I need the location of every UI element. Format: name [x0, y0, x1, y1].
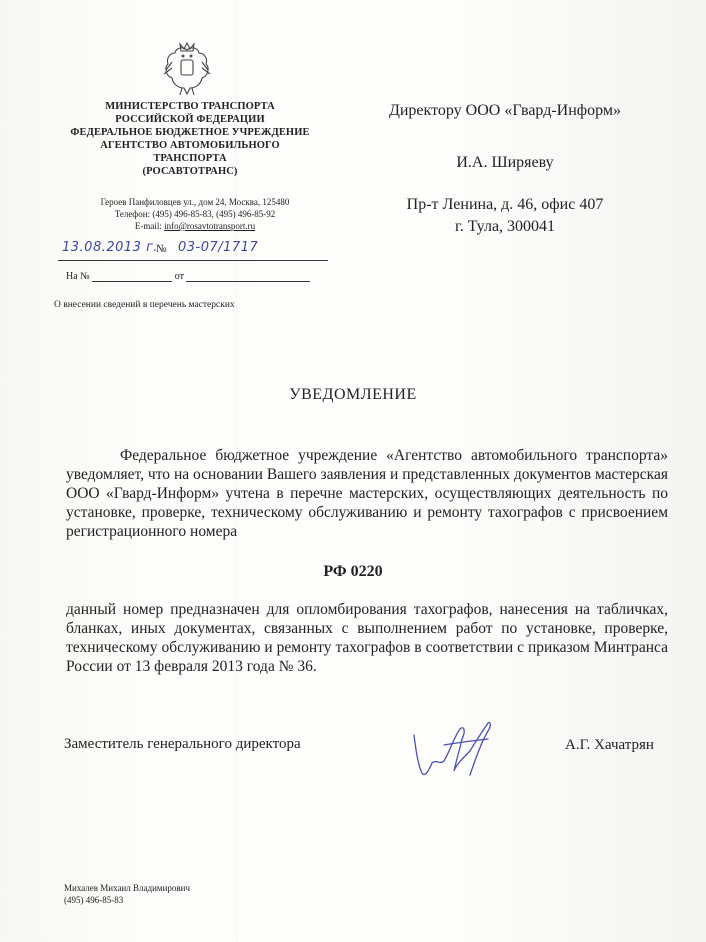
registration-code: РФ 0220 — [323, 563, 383, 580]
reference-line — [66, 271, 310, 282]
sender-address: Героев Панфиловцев ул., дом 24, Москва, 125480 — [100, 197, 290, 207]
body-paragraph-1: Федеральное бюджетное учреждение «Агентство автомобильного транспорта» уведомляет, что на основании Вашего заявления и представленных документов мастерская ООО «Гвард-Информ» учтена в перечне мастерских, осуществляющих деятельность по установке, проверке, техническому обслуживанию и ремонту тахографов с присвоением регистрационного номера — [66, 447, 668, 540]
registration-line — [58, 240, 328, 261]
org-line: ТРАНСПОРТА — [153, 153, 227, 164]
registration-date: 13.08.2013 г. — [62, 240, 159, 255]
sender-organization — [40, 100, 340, 178]
org-line: АГЕНТСТВО АВТОМОБИЛЬНОГО — [100, 140, 280, 151]
org-line: МИНИСТЕРСТВО ТРАНСПОРТА — [105, 101, 275, 112]
handwritten-signature — [404, 715, 504, 785]
email-link[interactable]: info@rosavtotransport.ru — [164, 221, 256, 231]
sender-phone: Телефон: (495) 496-85-83, (495) 496-85-92 — [114, 209, 276, 219]
addressee-name: И.А. Ширяеву — [456, 154, 554, 171]
signer-name: А.Г. Хачатрян — [565, 737, 654, 753]
sender-contacts — [60, 196, 330, 232]
executor-block — [64, 882, 190, 906]
email-label: E-mail: — [134, 221, 162, 231]
org-line: ФЕДЕРАЛЬНОЕ БЮДЖЕТНОЕ УЧРЕЖДЕНИЕ — [70, 127, 310, 138]
document-title: УВЕДОМЛЕНИЕ — [289, 386, 417, 403]
executor-phone: (495) 496-85-83 — [64, 895, 124, 905]
reference-date-blank — [186, 271, 310, 282]
sender-email-row — [60, 220, 330, 232]
addressee-street: Пр-т Ленина, д. 46, офис 407 — [406, 196, 604, 213]
org-line: РОССИЙСКОЙ ФЕДЕРАЦИИ — [115, 114, 265, 125]
addressee-position: Директору ООО «Гвард-Информ» — [388, 102, 622, 119]
letter-subject: О внесении сведений в перечень мастерских — [54, 300, 235, 310]
signer-position: Заместитель генерального директора — [64, 736, 301, 752]
executor-name: Михалев Михаил Владимирович — [64, 883, 190, 893]
reference-from-label: от — [174, 271, 184, 282]
reference-label: На № — [66, 271, 90, 282]
registration-number: 03-07/1717 — [178, 240, 259, 255]
registration-number-label: № — [156, 243, 167, 255]
reference-number-blank — [92, 271, 172, 282]
body-paragraph-2: данный номер предназначен для опломбирования тахографов, нанесения на табличках, бланках, иных документах, связанных с выполнением работ по установке, проверке, техническому обслуживанию и ремонту тахографов в соответствии с приказом Минтранса России от 13 февраля 2013 года № 36. — [66, 601, 668, 675]
org-line: (РОСАВТОТРАНС) — [142, 166, 238, 177]
addressee-city: г. Тула, 300041 — [454, 218, 556, 235]
coat-of-arms-icon — [160, 40, 214, 98]
addressee-block — [370, 100, 640, 238]
